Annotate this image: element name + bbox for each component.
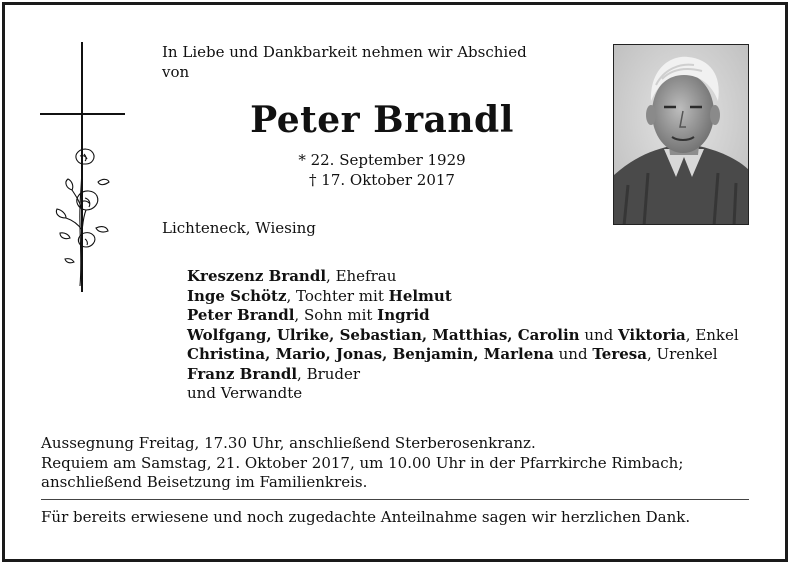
mourner-relation: und Verwandte (187, 384, 303, 402)
mourner-relation: , Tochter mit (286, 286, 389, 305)
intro-line-1: In Liebe und Dankbarkeit nehmen wir Abschied (162, 43, 527, 61)
service-line-3: anschließend Beisetzung im Familienkreis. (41, 473, 368, 491)
mourner-line (187, 326, 767, 346)
mourner-name: Viktoria (618, 325, 686, 344)
mourner-name: Helmut (388, 286, 452, 305)
mourner-line (187, 287, 767, 307)
mourner-name: Kreszenz Brandl (187, 267, 327, 285)
thanks-note: Für bereits erwiesene und noch zugedachte Anteilnahme sagen wir herzlichen Dank. (41, 508, 691, 526)
mourner-name: Franz Brandl (187, 364, 298, 383)
portrait-photo (613, 44, 749, 225)
service-line-1: Aussegnung Freitag, 17.30 Uhr, anschließend Sterberosenkranz. (41, 434, 536, 452)
mourner-name: Christina, Mario, Jonas, Benjamin, Marlena (187, 345, 554, 363)
mourner-line (187, 365, 767, 385)
birth-date: * 22. September 1929 (298, 151, 466, 169)
intro-line-2: von (162, 63, 190, 81)
mourner-line (187, 267, 767, 287)
cross-with-roses (38, 42, 130, 292)
mourner-relation: , Bruder (297, 364, 361, 383)
residence: Lichteneck, Wiesing (162, 219, 316, 237)
deceased-name: Peter Brandl (250, 99, 514, 141)
mourner-name: Wolfgang, Ulrike, Sebastian, Matthias, Carolin (187, 325, 580, 344)
mourner-relation: , Enkel (685, 325, 739, 344)
service-line-2: Requiem am Samstag, 21. Oktober 2017, um 10.00 Uhr in der Pfarrkirche Rimbach; (41, 453, 684, 472)
mourner-relation: , Ehefrau (326, 267, 397, 285)
mourner-relation: und (579, 325, 619, 344)
death-date: † 17. Oktober 2017 (309, 171, 455, 189)
mourner-line (187, 345, 767, 365)
life-dates (162, 150, 602, 190)
mourner-name: Peter Brandl (187, 306, 295, 324)
mourner-relation: , Urenkel (646, 345, 718, 363)
mourners-list (187, 267, 767, 404)
divider (41, 499, 749, 500)
mourner-name: Teresa (592, 345, 647, 363)
service-info (41, 434, 761, 493)
mourner-relation: und (553, 345, 593, 363)
mourner-line (187, 384, 767, 404)
mourner-name: Inge Schötz (187, 286, 287, 305)
intro-text (162, 42, 602, 82)
mourner-name: Ingrid (377, 306, 430, 324)
cross-icon (38, 42, 130, 292)
mourner-relation: , Sohn mit (294, 306, 378, 324)
mourner-line (187, 306, 767, 326)
